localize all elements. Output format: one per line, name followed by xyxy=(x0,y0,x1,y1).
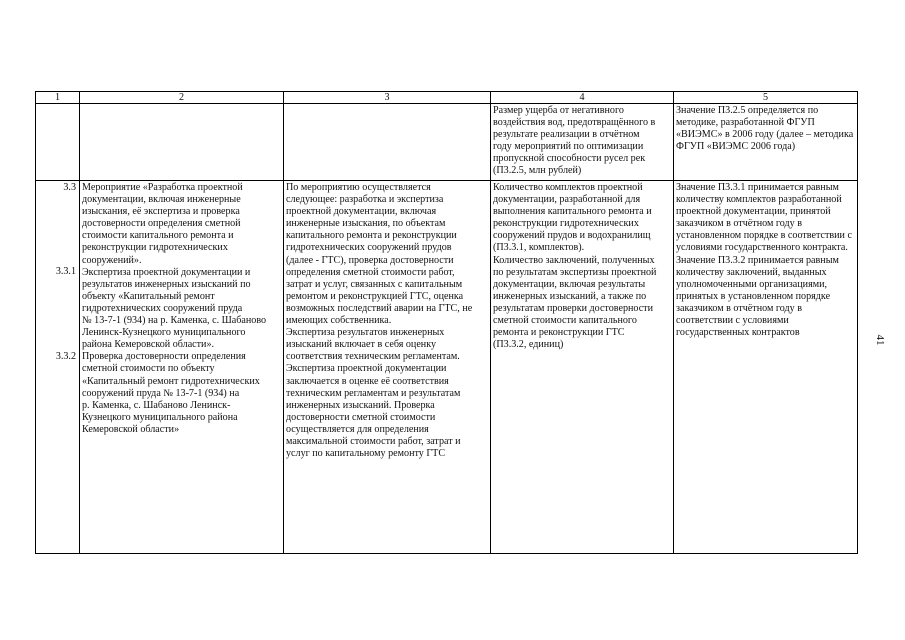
row2-indicator-cell xyxy=(491,181,674,554)
indicator-text-1: Количество комплектов проектной документации, разработанной для выполнения капитального ремонта и реконструкции гидротехнических сооружений прудов и водохранилищ (П3.3.1, комплектов). xyxy=(493,182,652,254)
header-col-5: 5 xyxy=(674,92,858,104)
row1-method-cell xyxy=(674,104,858,181)
activity-text-main: Мероприятие «Разработка проектной документации, включая инженерные изыскания, её экспертиза и проверка достоверности определения сметной стоимости капитального ремонта и реконструкции гидротехнических сооружений». xyxy=(82,182,243,266)
description-text-1: По мероприятию осуществляется следующее: разработка и экспертиза проектной документации, включая инженерные изыскания, по объектам капитального ремонта и реконструкции гидротехнических сооружений прудов (далее - ГТС), проверка достоверности определения сметной стоимости работ, затрат и услуг, связанных с капитальным ремонтом и реконструкцией ГТС, оценка возможных последствий аварии на ГТС, не имеющих собственника. xyxy=(286,182,473,327)
item-number-3-3-2: 3.3.2 xyxy=(55,351,76,362)
activity-text-expertise: Экспертиза проектной документации и результатов инженерных изысканий по объекту «Капитальный ремонт гидротехнических сооружений пруда № 13-7-1 (934) на р. Каменка, с. Шабаново Ленинск-Кузнецкого муниципального района Кемеровской области». xyxy=(82,266,267,351)
header-col-4: 4 xyxy=(491,92,674,104)
activity-text-verification: Проверка достоверности определения сметной стоимости по объекту «Капитальный ремонт гидротехнических сооружений пруда № 13-7-1 (934) на р. Каменка, с. Шабаново Ленинск- Кузнецкого муниципального района Кемеровской области» xyxy=(82,351,260,435)
header-col-3: 3 xyxy=(284,92,491,104)
method-text-1: Значение П3.3.1 принимается равным количеству комплектов разработанной проектной документации, принятой заказчиком в отчётном году в установленном порядке в соответствии с условиями государственного контракта. xyxy=(676,182,852,254)
method-text-2: Значение П3.3.2 принимается равным количеству заключений, выданных уполномоченными организациями, принятых в установленном порядке заказчиком в отчётном году в соответствии с условиями государственных контрактов xyxy=(676,254,839,339)
table-row xyxy=(36,104,858,181)
row2-method-cell xyxy=(674,181,858,554)
document-table xyxy=(35,91,858,554)
row1-method-text: Значение П3.2.5 определяется по методике, разработанной ФГУП «ВИЭМС» в 2006 году (далее – методика ФГУП «ВИЭМС 2006 года) xyxy=(676,105,854,153)
item-number-3-3-1: 3.3.1 xyxy=(55,266,76,277)
row1-col-1 xyxy=(36,104,80,181)
row1-col-3 xyxy=(284,104,491,181)
row2-description-cell xyxy=(284,181,491,554)
header-col-1: 1 xyxy=(36,92,80,104)
header-col-2: 2 xyxy=(80,92,284,104)
table-row xyxy=(36,181,858,554)
page-number: 41 xyxy=(874,334,886,346)
item-number-3-3: 3.3 xyxy=(63,182,76,193)
table-header-row xyxy=(36,92,858,104)
description-text-2: Экспертиза результатов инженерных изысканий включает в себя оценку соответствия техническим регламентам. xyxy=(286,327,460,363)
row2-number-cell xyxy=(36,181,80,554)
row1-indicator-text: Размер ущерба от негативного воздействия вод, предотвращённого в результате реализации в отчётном году мероприятий по оптимизации пропускной способности русел рек (П3.2.5, млн рублей) xyxy=(493,105,656,177)
row1-col-2 xyxy=(80,104,284,181)
row1-indicator-cell xyxy=(491,104,674,181)
indicator-text-2: Количество заключений, полученных по результатам экспертизы проектной документации, включая результаты инженерных изысканий, а также по результатам проверки достоверности сметной стоимости капитального ремонта и реконструкции ГТС (П3.3.2, единиц) xyxy=(493,254,657,351)
row2-activity-cell xyxy=(80,181,284,554)
description-text-3: Экспертиза проектной документации заключается в оценке её соответствия техническим регламентам и результатам инженерных изысканий. Проверка достоверности сметной стоимости осуществляется для определения максимальной стоимости работ, затрат и услуг по капитальному ремонту ГТС xyxy=(286,363,461,460)
